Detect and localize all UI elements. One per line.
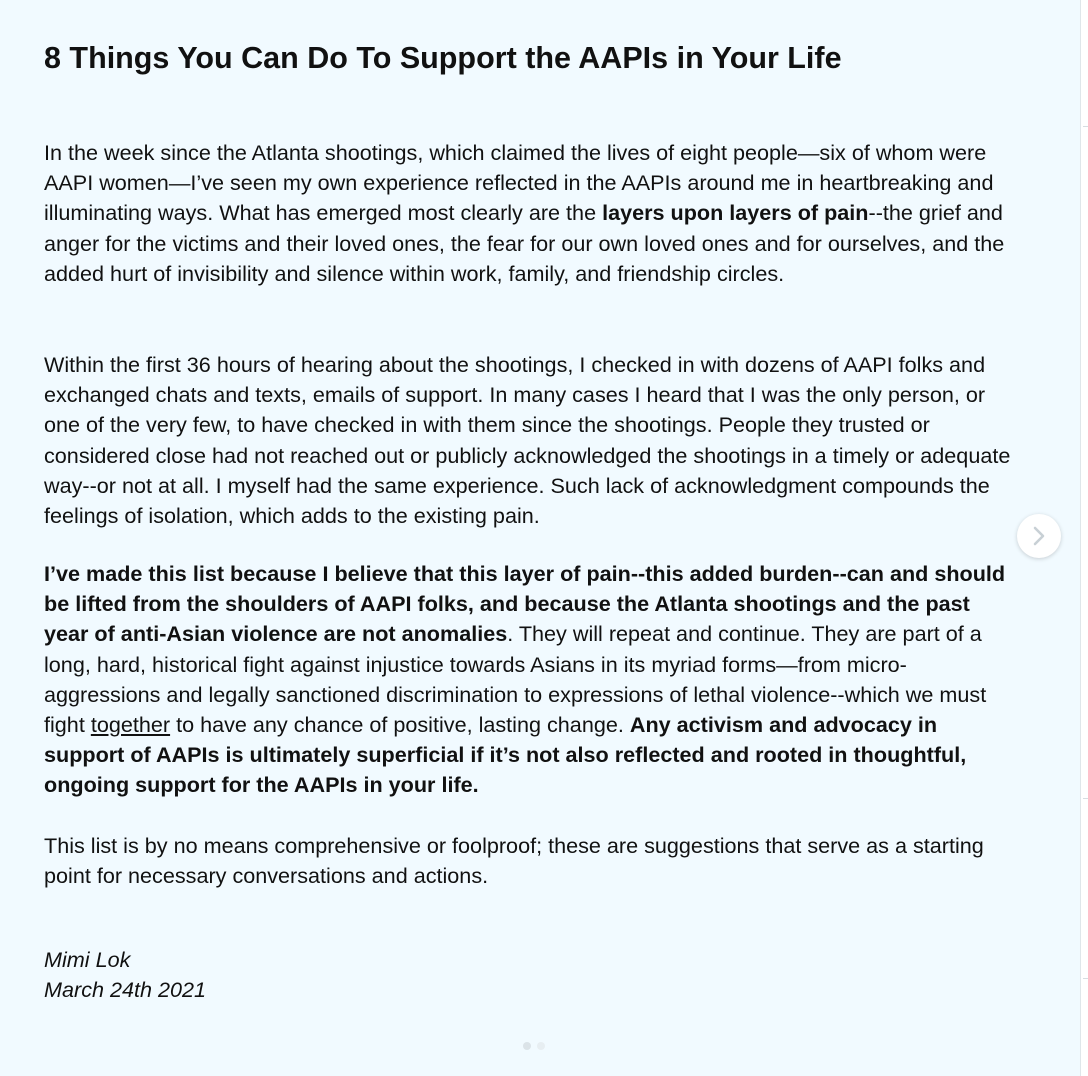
signature — [44, 945, 206, 1004]
paragraph-checkin: Within the first 36 hours of hearing about the shootings, I checked in with dozens of AAPI folks and exchanged chats and texts, emails of support. In many cases I heard that I was the only person, or one of the very few, to have checked in with them since the shootings. People they trusted or considered close had not reached out or publicly acknowledged the shootings in a timely or adequate way--or not at all. I myself had the same experience. Such lack of acknowledgment compounds the feelings of isolation, which adds to the existing pain. — [44, 352, 1011, 529]
paragraph-purpose-emphasis: I’ve made this list because I believe that this layer of pain--this added burden--can and should be lifted from the shoulders of AAPI folks, and because the Atlanta shootings and the past year of anti-Asian violence are not anomalies — [44, 561, 1006, 647]
paragraph-intro-text-end: --the grief and anger for the victims and their loved ones, the fear for our own loved ones and for ourselves, and the added hurt of invisibility and silence within work, family, and friendship circles. — [44, 200, 1005, 286]
paragraph-purpose — [44, 559, 1019, 801]
paragraph-intro-text: In the week since the Atlanta shootings, which claimed the lives of eight people—six of whom were AAPI women—I’ve seen my own experience reflected in the AAPIs around me in heartbreaking and illuminating ways. What has emerged most clearly are the — [44, 140, 994, 226]
edge-divider — [1083, 126, 1088, 127]
adjacent-panel-edge — [1080, 0, 1088, 1076]
edge-divider — [1083, 798, 1088, 799]
carousel-dot-2[interactable] — [537, 1042, 545, 1050]
carousel-dots — [523, 1042, 545, 1050]
next-slide-button[interactable] — [1017, 514, 1061, 558]
post-date: March 24th 2021 — [44, 976, 207, 1002]
author-name: Mimi Lok — [44, 947, 131, 972]
paragraph-intro-emphasis: layers upon layers of pain — [602, 200, 869, 226]
paragraph-intro — [44, 138, 1019, 289]
paragraph-purpose-underline: together — [90, 712, 171, 738]
paragraph-purpose-emphasis-end: Any activism and advocacy in support of AAPIs is ultimately superficial if it’s not also reflected and rooted in thoughtful, ongoing support for the AAPIs in your life. — [44, 712, 967, 798]
carousel-dot-1[interactable] — [523, 1042, 531, 1050]
paragraph-disclaimer: This list is by no means comprehensive or foolproof; these are suggestions that serve as a starting point for necessary conversations and actions. — [44, 833, 984, 889]
post-title: 8 Things You Can Do To Support the AAPIs in Your Life — [44, 41, 842, 75]
chevron-right-icon — [1031, 525, 1047, 547]
paragraph-purpose-text-mid: to have any chance of positive, lasting change. — [170, 712, 630, 738]
edge-divider — [1083, 978, 1088, 979]
paragraph-purpose-text: . They will repeat and continue. They are part of a long, hard, historical fight against injustice towards Asians in its myriad forms—from micro-aggressions and legally sanctioned discrimination to expressions of lethal violence--which we must fight — [44, 621, 987, 738]
